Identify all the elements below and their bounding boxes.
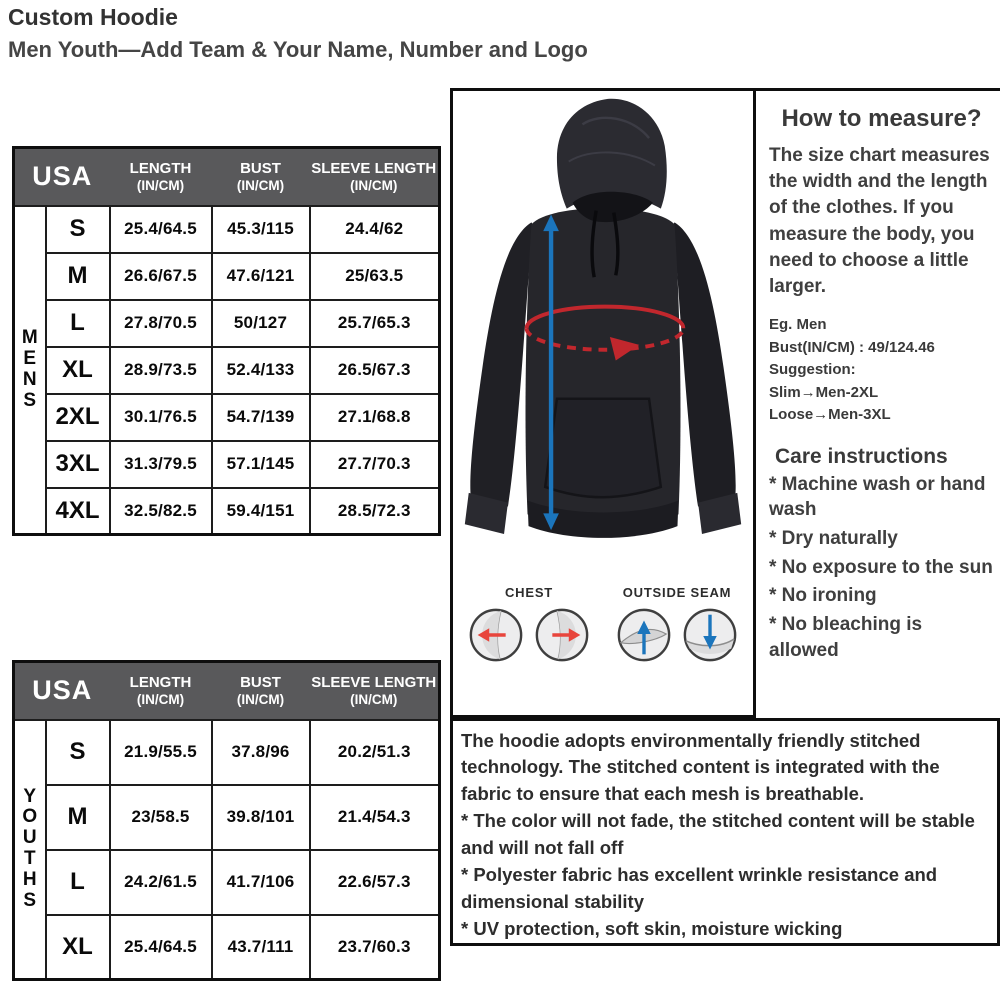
length-cell: 27.8/70.5 (110, 300, 212, 347)
description-line: The hoodie adopts environmentally friendly stitched technology. The stitched content is integrated with the fabric to ensure that each mesh is breathable. (461, 730, 940, 804)
length-cell: 31.3/79.5 (110, 441, 212, 488)
measure-icons-row (453, 585, 753, 664)
chest-measure-left-icon (467, 606, 525, 664)
how-to-measure-panel (756, 88, 1000, 718)
sleeve-cell: 23.7/60.3 (310, 915, 440, 980)
length-cell: 26.6/67.5 (110, 253, 212, 300)
header-sleeve: SLEEVE LENGTH (IN/CM) (310, 148, 440, 206)
header-usa: USA (14, 662, 110, 720)
table-row (14, 206, 440, 253)
bust-cell: 52.4/133 (212, 347, 310, 394)
example-line: Slim→Men-2XL (769, 383, 879, 401)
sleeve-cell: 24.4/62 (310, 206, 440, 253)
table-header-row (14, 662, 440, 720)
description-line: * UV protection, soft skin, moisture wicking (461, 918, 843, 940)
care-item: * No exposure to the sun (769, 556, 993, 578)
table-row (14, 253, 440, 300)
length-cell: 24.2/61.5 (110, 850, 212, 915)
outside-seam-down-icon (681, 606, 739, 664)
example-line: Suggestion: (769, 361, 856, 379)
size-cell: XL (46, 347, 110, 394)
length-cell: 28.9/73.5 (110, 347, 212, 394)
size-cell: 3XL (46, 441, 110, 488)
size-cell: M (46, 785, 110, 850)
page-subtitle: Men Youth—Add Team & Your Name, Number and Logo (8, 37, 588, 62)
chest-measure-group (467, 585, 591, 664)
care-instructions-heading: Care instructions (775, 444, 948, 468)
mens-size-table (12, 146, 441, 536)
description-line: * Polyester fabric has excellent wrinkle resistance and dimensional stability (461, 864, 938, 912)
bust-cell: 37.8/96 (212, 720, 310, 785)
header-bust: BUST (IN/CM) (212, 662, 310, 720)
length-cell: 32.5/82.5 (110, 488, 212, 535)
length-cell: 25.4/64.5 (110, 206, 212, 253)
bust-cell: 50/127 (212, 300, 310, 347)
example-line: Bust(IN/CM) : 49/124.46 (769, 338, 935, 356)
group-label-mens: MENS (14, 206, 46, 535)
hoodie-image (453, 93, 753, 583)
header-length: LENGTH (IN/CM) (110, 662, 212, 720)
table-row (14, 915, 440, 980)
bust-cell: 47.6/121 (212, 253, 310, 300)
sleeve-cell: 22.6/57.3 (310, 850, 440, 915)
sleeve-cell: 27.1/68.8 (310, 394, 440, 441)
care-item: * Dry naturally (769, 528, 898, 550)
header-length: LENGTH (IN/CM) (110, 148, 212, 206)
size-cell: XL (46, 915, 110, 980)
table-row (14, 488, 440, 535)
header-sleeve: SLEEVE LENGTH (IN/CM) (310, 662, 440, 720)
example-line: Eg. Men (769, 316, 827, 334)
outside-seam-label: OUTSIDE SEAM (622, 585, 732, 600)
bust-cell: 45.3/115 (212, 206, 310, 253)
table-header-row (14, 148, 440, 206)
how-to-measure-intro: The size chart measures the width and the length of the clothes. If you measure the body, you need to choose a little larger. (769, 145, 990, 298)
size-cell: L (46, 850, 110, 915)
table-row (14, 441, 440, 488)
table-row (14, 850, 440, 915)
youths-size-table (12, 660, 441, 981)
size-cell: L (46, 300, 110, 347)
size-cell: S (46, 720, 110, 785)
table-row (14, 394, 440, 441)
bust-cell: 59.4/151 (212, 488, 310, 535)
bust-cell: 57.1/145 (212, 441, 310, 488)
page-title: Custom Hoodie (8, 4, 178, 30)
bust-cell: 43.7/111 (212, 915, 310, 980)
sleeve-cell: 25.7/65.3 (310, 300, 440, 347)
example-line: Loose→Men-3XL (769, 406, 891, 424)
header-usa: USA (14, 148, 110, 206)
description-line: * The color will not fade, the stitched content will be stable and will not fall off (461, 810, 975, 858)
table-row (14, 300, 440, 347)
care-item: * Machine wash or hand wash (769, 473, 986, 521)
length-cell: 25.4/64.5 (110, 915, 212, 980)
how-to-measure-heading: How to measure? (781, 105, 982, 132)
bust-cell: 54.7/139 (212, 394, 310, 441)
outside-seam-up-icon (615, 606, 673, 664)
outside-seam-group (615, 585, 739, 664)
bust-cell: 39.8/101 (212, 785, 310, 850)
length-cell: 21.9/55.5 (110, 720, 212, 785)
size-cell: 2XL (46, 394, 110, 441)
hoodie-left-sleeve (470, 222, 535, 506)
bust-cell: 41.7/106 (212, 850, 310, 915)
chest-label: CHEST (504, 585, 554, 600)
hoodie-photo-panel (450, 88, 756, 718)
table-row (14, 785, 440, 850)
sleeve-cell: 20.2/51.3 (310, 720, 440, 785)
sleeve-cell: 27.7/70.3 (310, 441, 440, 488)
hoodie-pocket (545, 399, 661, 497)
size-cell: S (46, 206, 110, 253)
header-bust: BUST (IN/CM) (212, 148, 310, 206)
sleeve-cell: 21.4/54.3 (310, 785, 440, 850)
length-cell: 23/58.5 (110, 785, 212, 850)
sleeve-cell: 28.5/72.3 (310, 488, 440, 535)
table-row (14, 720, 440, 785)
sleeve-cell: 25/63.5 (310, 253, 440, 300)
size-cell: M (46, 253, 110, 300)
size-cell: 4XL (46, 488, 110, 535)
care-item: * No bleaching is allowed (769, 614, 923, 661)
hoodie-right-sleeve (671, 222, 736, 506)
product-description-box (450, 718, 1000, 946)
group-label-youths: YOUTHS (14, 720, 46, 980)
care-item: * No ironing (769, 585, 877, 607)
table-row (14, 347, 440, 394)
chest-measure-right-icon (533, 606, 591, 664)
sizing-example (769, 314, 994, 427)
length-cell: 30.1/76.5 (110, 394, 212, 441)
sleeve-cell: 26.5/67.3 (310, 347, 440, 394)
